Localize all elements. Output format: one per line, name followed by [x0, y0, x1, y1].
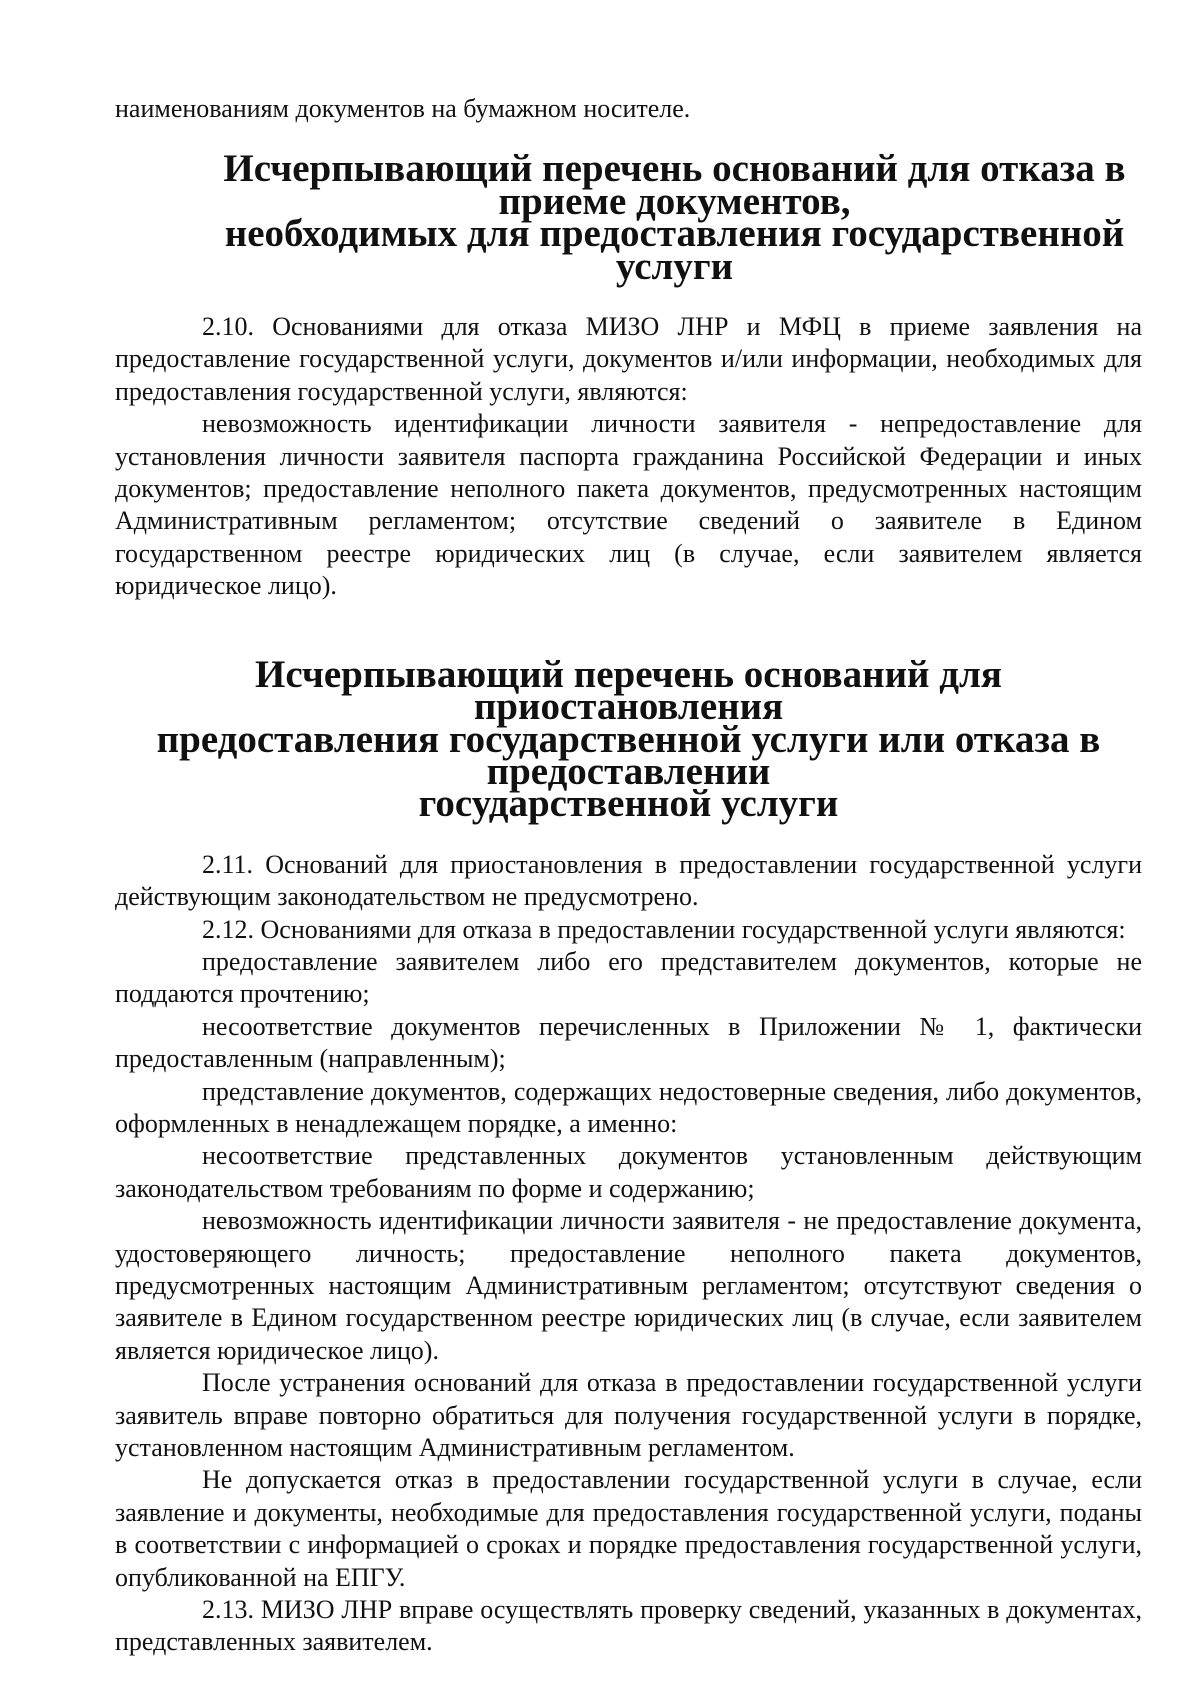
- paragraph: Не допускается отказ в предоставлении государственной услуги в случае, если заявление и документы, необходимые для предоставления государственной услуги, поданы в соответствии с информацией о сроках и порядке предоставления государственной услуги, опубликованной на ЕПГУ.: [115, 1465, 1142, 1592]
- paragraph-2-13: 2.13. МИЗО ЛНР вправе осуществлять проверку сведений, указанных в документах, представленных заявителем.: [115, 1595, 1142, 1657]
- heading-line: государственной услуги: [418, 782, 839, 826]
- paragraph: невозможность идентификации личности заявителя - непредоставление для установления личности заявителя паспорта гражданина Российской Федерации и иных документов; предоставление неполного пакета документов, предусмотренных настоящим Административным регламентом; отсутствие сведений о заявителе в Едином государственном реестре юридических лиц (в случае, если заявителем является юридическое лицо).: [115, 409, 1142, 601]
- paragraph-2-11: 2.11. Оснований для приостановления в предоставлении государственной услуги действующим законодательством не предусмотрено.: [115, 849, 1142, 912]
- heading-line: Исчерпывающий перечень оснований для приостановления: [255, 652, 1002, 729]
- paragraph-2-10: 2.10. Основаниями для отказа МИЗО ЛНР и МФЦ в приеме заявления на предоставление государственной услуги, документов и/или информации, необходимых для предоставления государственной услуги, являются:: [115, 312, 1142, 406]
- heading-line: предоставления государственной услуги или отказа в предоставлении: [156, 717, 1101, 793]
- section-heading-refusal-acceptance: [115, 147, 1142, 288]
- paragraph: предоставление заявителем либо его представителем документов, которые не поддаются прочтению;: [115, 946, 1142, 1009]
- document-body: [115, 93, 1142, 1659]
- paragraph: представление документов, содержащих недостоверные сведения, либо документов, оформленных в ненадлежащем порядке, а именно:: [115, 1076, 1142, 1138]
- heading-line: Исчерпывающий перечень оснований для отказа в приеме документов,: [223, 147, 1126, 223]
- heading-line: необходимых для предоставления государственной услуги: [224, 212, 1125, 288]
- paragraph: После устранения оснований для отказа в предоставлении государственной услуги заявитель вправе повторно обратиться для получения государственной услуги в порядке, установленном настоящим Административным регламентом.: [115, 1368, 1142, 1463]
- paragraph: несоответствие документов перечисленных в Приложении № 1, фактически предоставленным (направленным);: [115, 1011, 1142, 1074]
- paragraph: невозможность идентификации личности заявителя - не предоставление документа, удостоверяющего личность; предоставление неполного пакета документов, предусмотренных настоящим Административным регламентом; отсутствуют сведения о заявителе в Едином государственном реестре юридических лиц (в случае, если заявителем является юридическое лицо).: [115, 1206, 1142, 1365]
- opening-line: наименованиям документов на бумажном носителе.: [115, 94, 691, 123]
- paragraph: несоответствие представленных документов установленным действующим законодательством требованиям по форме и содержанию;: [115, 1141, 1142, 1203]
- section-heading-suspension-refusal: [115, 652, 1142, 826]
- paragraph-2-12: 2.12. Основаниями для отказа в предоставлении государственной услуги являются:: [202, 914, 1126, 944]
